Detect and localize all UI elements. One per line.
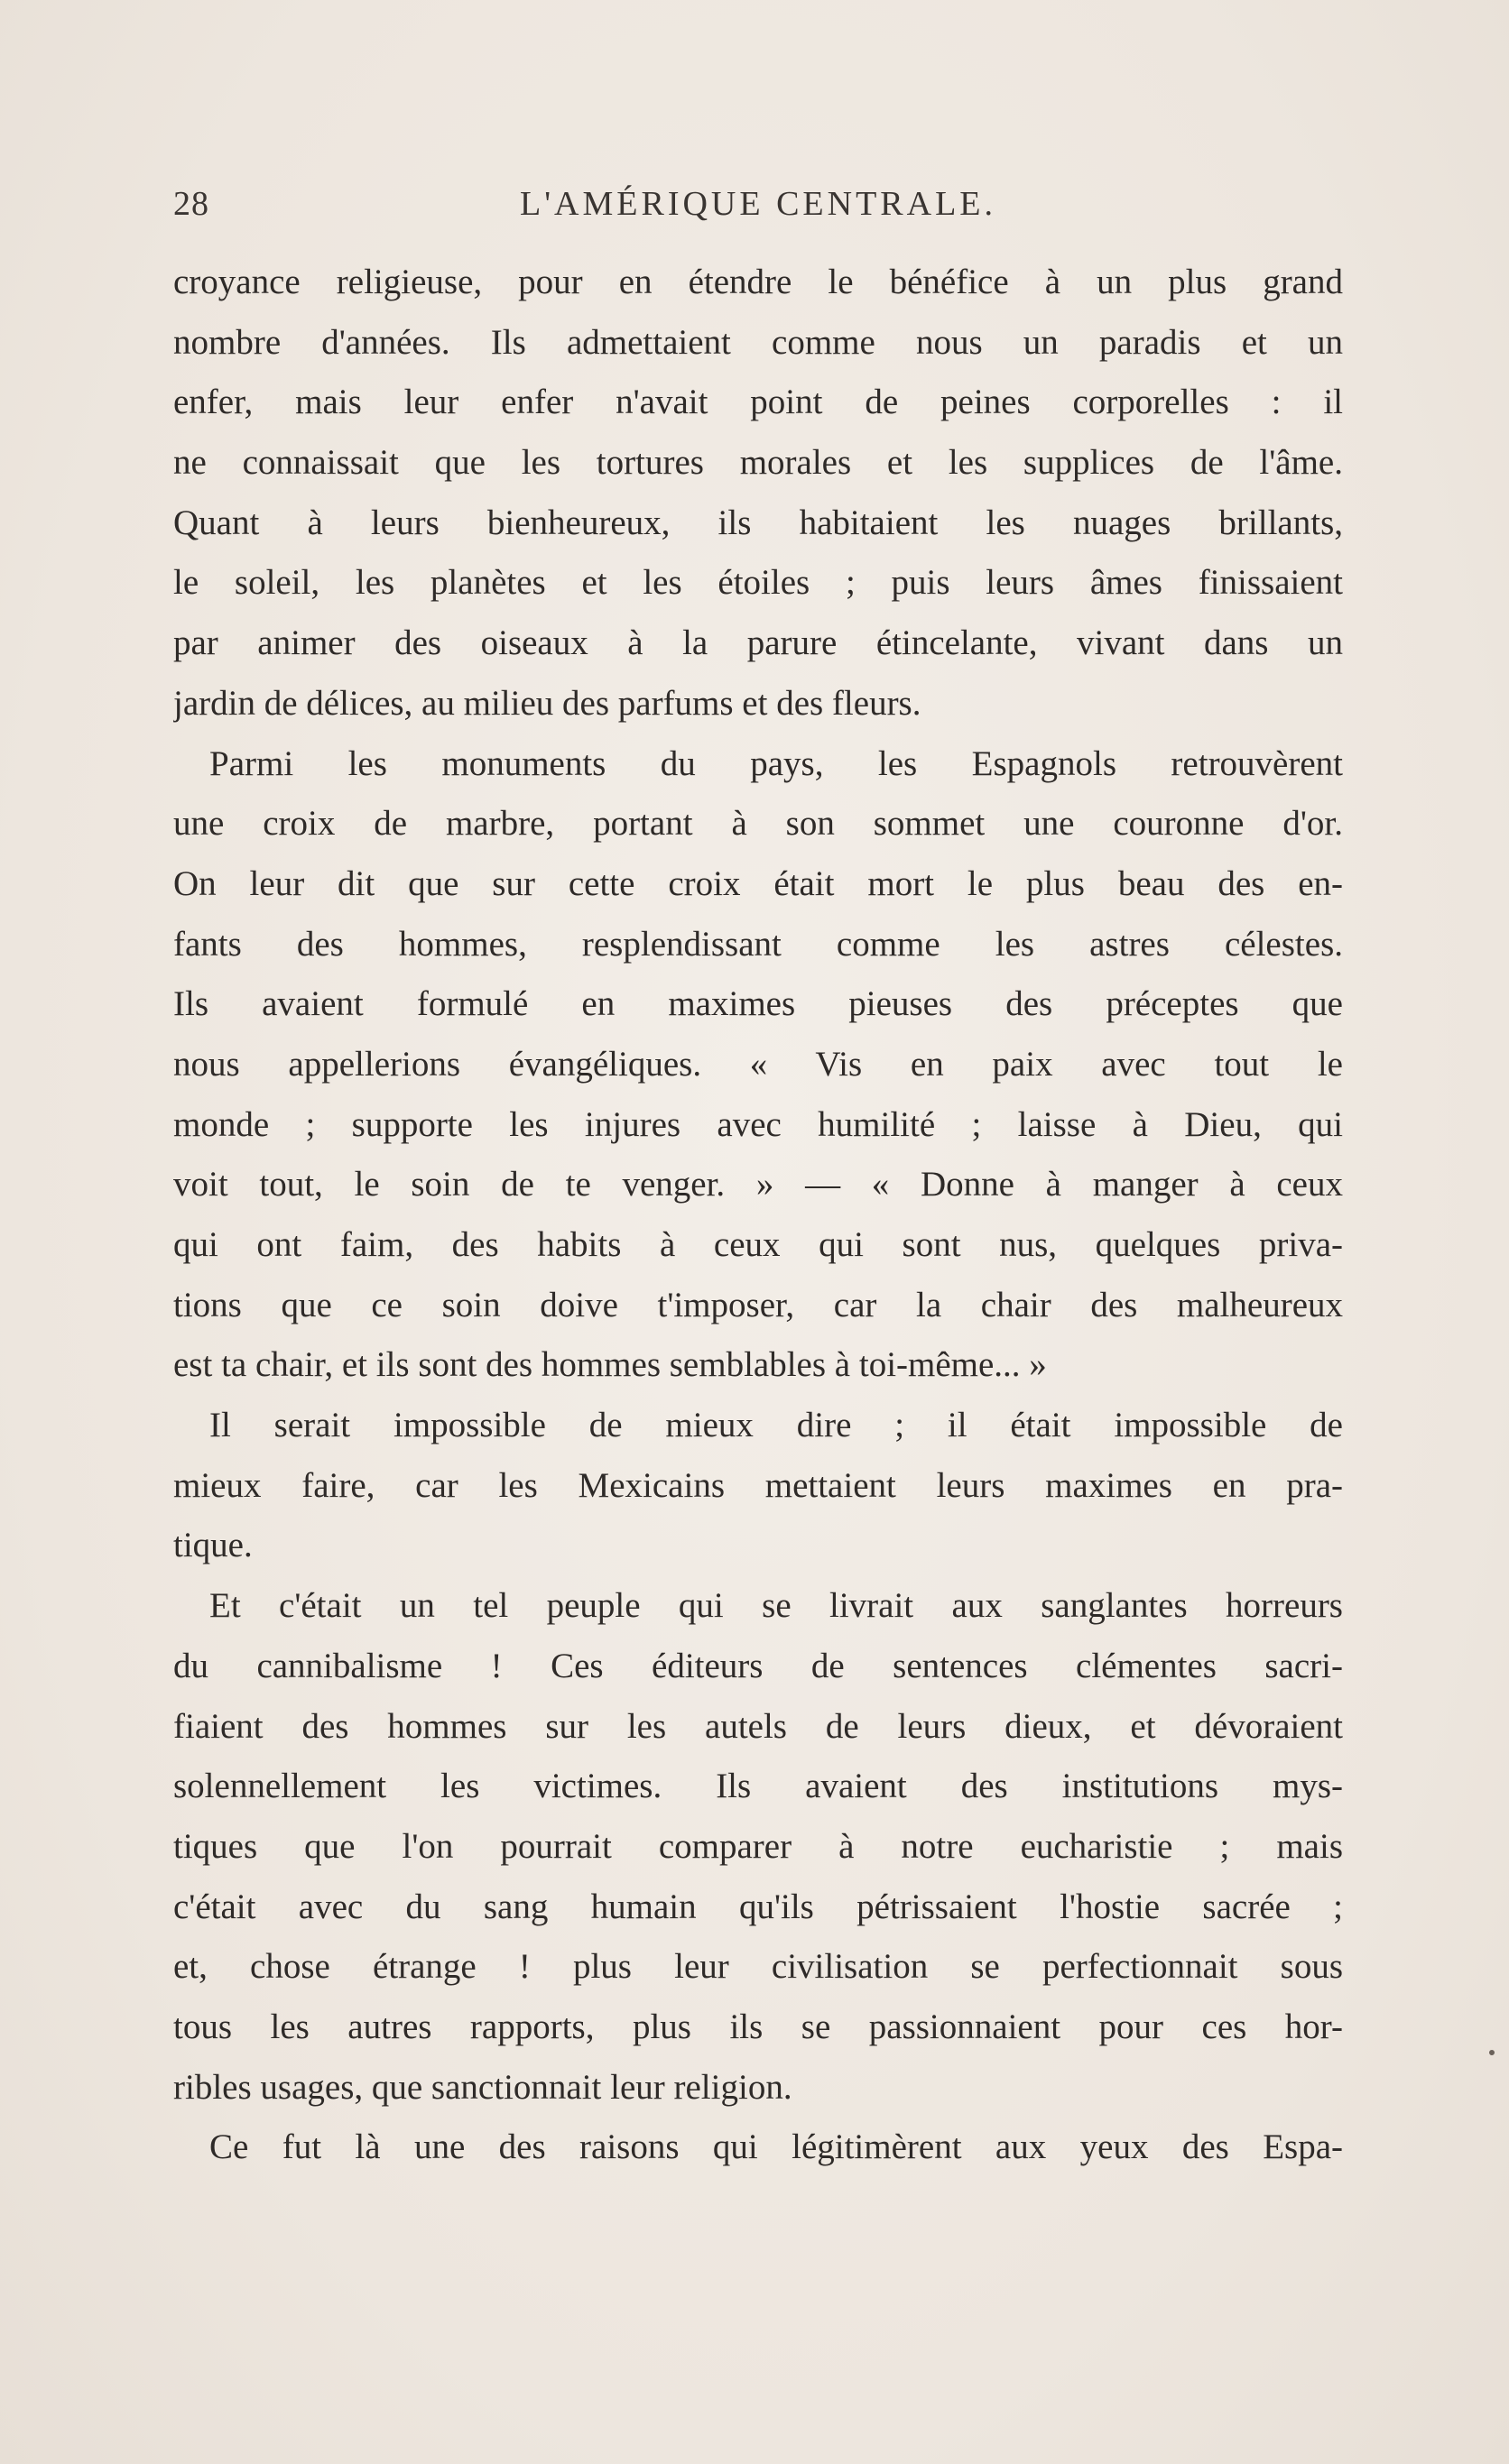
ink-speck [1489, 2050, 1495, 2055]
text-line: du cannibalisme ! Ces éditeurs de sentences clémentes sacri- [173, 1646, 1343, 1685]
text-line: enfer, mais leur enfer n'avait point de peines corporelles : il [173, 383, 1343, 422]
page-number: 28 [173, 185, 209, 223]
text-line: jardin de délices, au milieu des parfums et des fleurs. [173, 683, 921, 723]
text-line: nous appellerions évangéliques. « Vis en paix avec tout le [173, 1044, 1343, 1084]
text-line: tous les autres rapports, plus ils se passionnaient pour ces hor- [173, 2007, 1343, 2046]
text-line: une croix de marbre, portant à son sommet une couronne d'or. [173, 804, 1343, 844]
text-line: fiaient des hommes sur les autels de leurs dieux, et dévoraient [173, 1706, 1343, 1746]
text-line: Ils avaient formulé en maximes pieuses des préceptes que [173, 984, 1343, 1024]
paragraph-start-line: Parmi les monuments du pays, les Espagnols retrouvèrent [209, 743, 1343, 783]
text-line: voit tout, le soin de te venger. » — « Donne à manger à ceux [173, 1165, 1343, 1204]
text-line: mieux faire, car les Mexicains mettaient leurs maximes en pra- [173, 1465, 1343, 1505]
text-line: par animer des oiseaux à la parure étincelante, vivant dans un [173, 623, 1343, 663]
text-line: ribles usages, que sanctionnait leur religion. [173, 2067, 792, 2107]
paragraph-start-line: Ce fut là une des raisons qui légitimèrent aux yeux des Espa- [209, 2127, 1343, 2167]
text-line: On leur dit que sur cette croix était mort le plus beau des en- [173, 863, 1343, 903]
page-header [173, 177, 1343, 231]
running-title: L'AMÉRIQUE CENTRALE. [519, 185, 997, 223]
text-line: tique. [173, 1526, 253, 1565]
text-line: et, chose étrange ! plus leur civilisation se perfectionnait sous [173, 1947, 1343, 1987]
text-line: qui ont faim, des habits à ceux qui sont nus, quelques priva- [173, 1225, 1343, 1264]
text-line: tions que ce soin doive t'imposer, car la chair des malheureux [173, 1285, 1343, 1324]
text-line: c'était avec du sang humain qu'ils pétrissaient l'hostie sacrée ; [173, 1887, 1343, 1926]
text-line: monde ; supporte les injures avec humilité ; laisse à Dieu, qui [173, 1104, 1343, 1144]
paragraph-start-line: Et c'était un tel peuple qui se livrait aux sanglantes horreurs [209, 1586, 1343, 1626]
text-line: croyance religieuse, pour en étendre le bénéfice à un plus grand [173, 263, 1343, 301]
text-line: ne connaissait que les tortures morales et les supplices de l'âme. [173, 443, 1343, 483]
text-line: solennellement les victimes. Ils avaient des institutions mys- [173, 1767, 1343, 1806]
text-line: fants des hommes, resplendissant comme les astres célestes. [173, 924, 1343, 964]
paragraph-start-line: Il serait impossible de mieux dire ; il était impossible de [209, 1406, 1343, 1445]
text-line: nombre d'années. Ils admettaient comme nous un paradis et un [173, 322, 1343, 362]
text-line: tiques que l'on pourrait comparer à notre eucharistie ; mais [173, 1826, 1343, 1866]
body-text [173, 253, 1343, 2178]
text-line: le soleil, les planètes et les étoiles ; puis leurs âmes finissaient [173, 563, 1343, 603]
text-line: est ta chair, et ils sont des hommes semblables à toi-même... » [173, 1345, 1047, 1385]
text-line: Quant à leurs bienheureux, ils habitaient les nuages brillants, [173, 503, 1343, 542]
